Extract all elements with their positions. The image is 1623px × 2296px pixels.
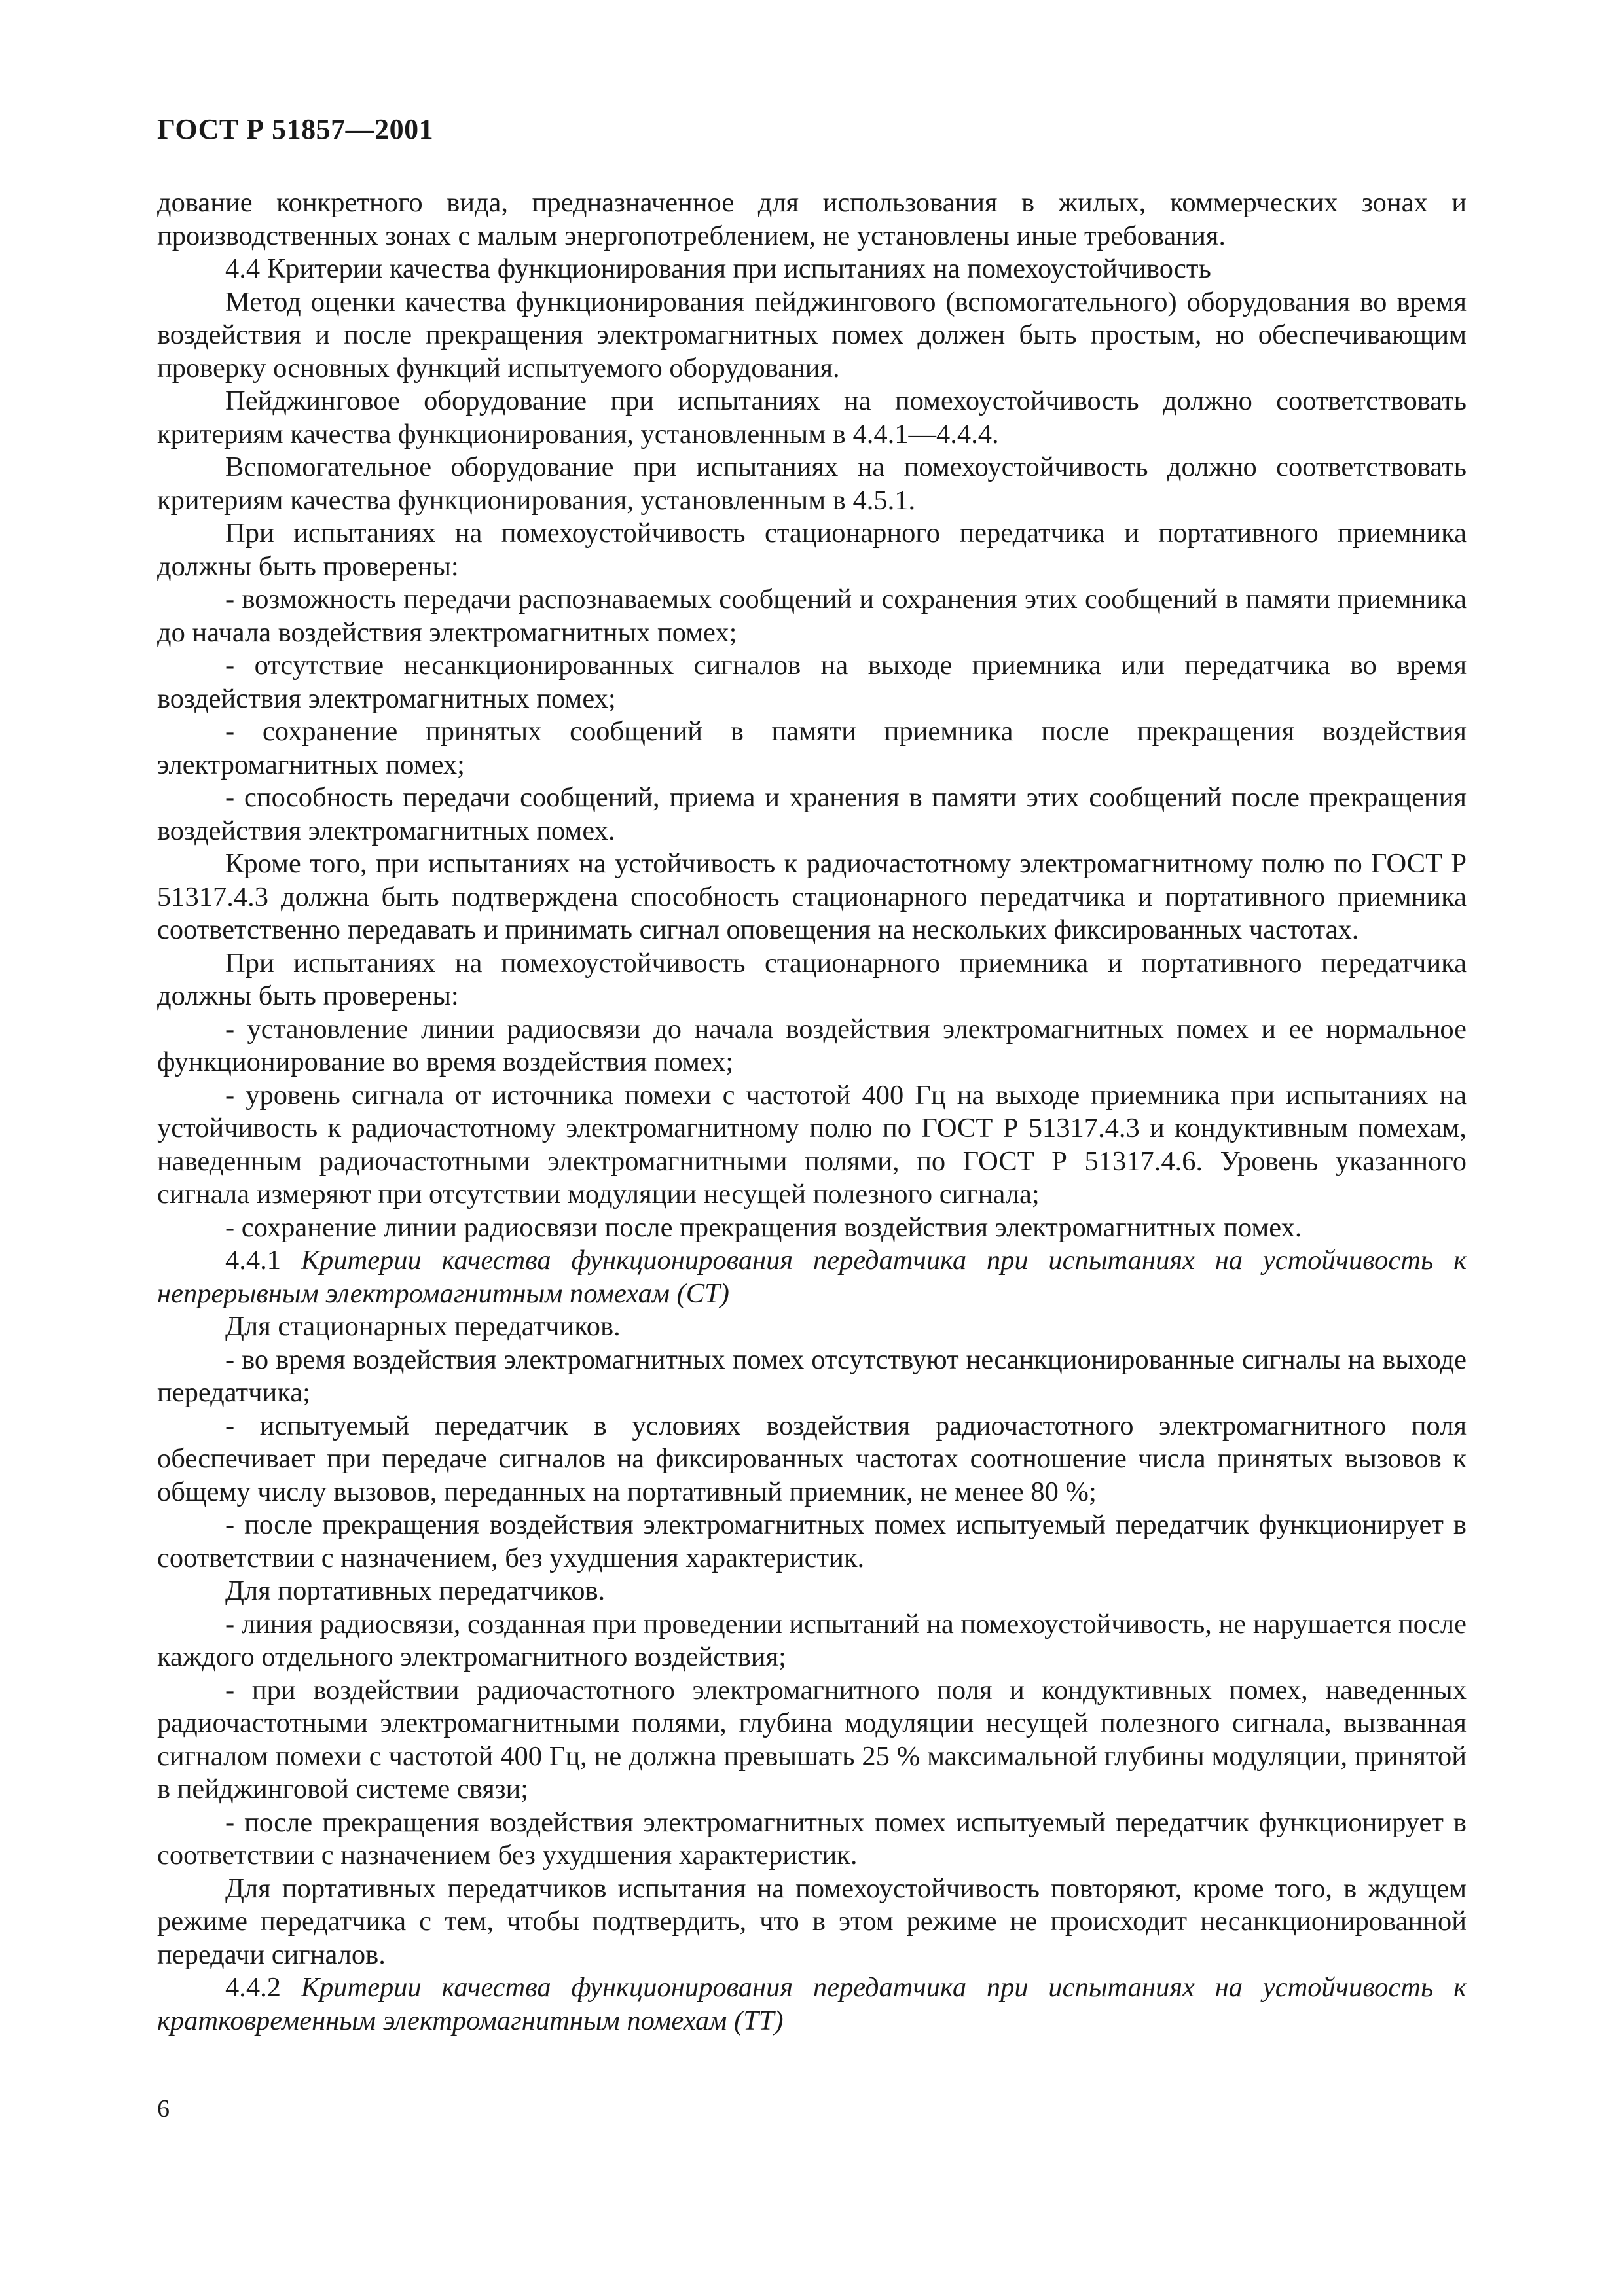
paragraph: Пейджинговое оборудование при испытаниях на помехоустойчивость должно соответствовать критериям качества функционирования, установленным в 4.4.1—4.4.4. xyxy=(157,386,1467,450)
section-number: 4.4.2 xyxy=(225,1972,301,2003)
paragraph: Вспомогательное оборудование при испытаниях на помехоустойчивость должно соответствовать критериям качества функционирования, установленным в 4.5.1. xyxy=(157,452,1467,516)
paragraph: Для портативных передатчиков. xyxy=(225,1575,606,1606)
paragraph: - испытуемый передатчик в условиях воздействия радиочастотного электромагнитного поля обеспечивает при передаче сигналов на фиксированных частотах соотношение числа принятых вызовов к общему числу вызовов, переданных на портативный приемник, не менее 80 %; xyxy=(157,1410,1467,1507)
paragraph: - способность передачи сообщений, приема и хранения в памяти этих сообщений после прекращения воздействия электромагнитных помех. xyxy=(157,782,1467,846)
section-number: 4.4.1 xyxy=(225,1245,301,1276)
paragraph: Для стационарных передатчиков. xyxy=(225,1311,621,1342)
paragraph: дование конкретного вида, предназначенное для использования в жилых, коммерческих зонах и производственных зонах с малым энергопотреблением, не установлены иные требования. xyxy=(157,187,1467,251)
section-heading xyxy=(157,1971,1467,2037)
paragraph: При испытаниях на помехоустойчивость стационарного приемника и портативного передатчика должны быть проверены: xyxy=(157,947,1467,1011)
section-title: Критерии качества функционирования передатчика при испытаниях на устойчивость к непрерывным электромагнитным помехам (СТ) xyxy=(157,1245,1467,1309)
section-title: Критерии качества функционирования передатчика при испытаниях на устойчивость к кратковременным электромагнитным помехам (ТТ) xyxy=(157,1972,1467,2036)
paragraph: - после прекращения воздействия электромагнитных помех испытуемый передатчик функционирует в соответствии с назначением, без ухудшения характеристик. xyxy=(157,1509,1467,1573)
paragraph: Для портативных передатчиков испытания на помехоустойчивость повторяют, кроме того, в ждущем режиме передатчика с тем, чтобы подтвердить, что в этом режиме не происходит несанкционированной передачи сигналов. xyxy=(157,1873,1467,1970)
paragraph: - при воздействии радиочастотного электромагнитного поля и кондуктивных помех, наведенных радиочастотными электромагнитными полями, глубина модуляции несущей полезного сигнала, вызванная сигналом помехи с частотой 400 Гц, не должна превышать 25 % максимальной глубины модуляции, принятой в пейджинговой системе связи; xyxy=(157,1674,1467,1804)
paragraph: - после прекращения воздействия электромагнитных помех испытуемый передатчик функционирует в соответствии с назначением без ухудшения характеристик. xyxy=(157,1806,1467,1871)
paragraph: - уровень сигнала от источника помехи с частотой 400 Гц на выходе приемника при испытаниях на устойчивость к радиочастотному электромагнитному полю по ГОСТ Р 51317.4.3 и кондуктивным помехам, наведенным радиочастотными электромагнитными полями, по ГОСТ Р 51317.4.6. Уровень указанного сигнала измеряют при отсутствии модуляции несущей полезного сигнала; xyxy=(157,1079,1467,1210)
paragraph: - во время воздействия электромагнитных помех отсутствуют несанкционированные сигналы на выходе передатчика; xyxy=(157,1344,1467,1408)
paragraph: - возможность передачи распознаваемых сообщений и сохранения этих сообщений в памяти приемника до начала воздействия электромагнитных помех; xyxy=(157,584,1467,648)
section-heading xyxy=(157,1244,1467,1310)
paragraph: - отсутствие несанкционированных сигналов на выходе приемника или передатчика во время воздействия электромагнитных помех; xyxy=(157,650,1467,714)
paragraph: Метод оценки качества функционирования пейджингового (вспомогательного) оборудования во время воздействия и после прекращения электромагнитных помех должен быть простым, но обеспечивающим проверку основных функций испытуемого оборудования. xyxy=(157,286,1467,384)
paragraph: При испытаниях на помехоустойчивость стационарного передатчика и портативного приемника должны быть проверены: xyxy=(157,518,1467,582)
paragraph: - сохранение линии радиосвязи после прекращения воздействия электромагнитных помех. xyxy=(225,1211,1302,1243)
page-number: 6 xyxy=(157,2095,170,2123)
body-text xyxy=(157,187,1467,2037)
paragraph: Кроме того, при испытаниях на устойчивость к радиочастотному электромагнитному полю по ГОСТ Р 51317.4.3 должна быть подтверждена способность стационарного передатчика и портативного приемника соответственно передавать и принимать сигнал оповещения на нескольких фиксированных частотах. xyxy=(157,848,1467,945)
paragraph: - сохранение принятых сообщений в памяти приемника после прекращения воздействия электромагнитных помех; xyxy=(157,716,1467,780)
document-header: ГОСТ Р 51857—2001 xyxy=(157,113,434,145)
paragraph: 4.4 Критерии качества функционирования при испытаниях на помехоустойчивость xyxy=(225,253,1211,284)
paragraph: - установление линии радиосвязи до начала воздействия электромагнитных помех и ее нормальное функционирование во время воздействия помех; xyxy=(157,1013,1467,1077)
paragraph: - линия радиосвязи, созданная при проведении испытаний на помехоустойчивость, не нарушается после каждого отдельного электромагнитного воздействия; xyxy=(157,1608,1467,1672)
